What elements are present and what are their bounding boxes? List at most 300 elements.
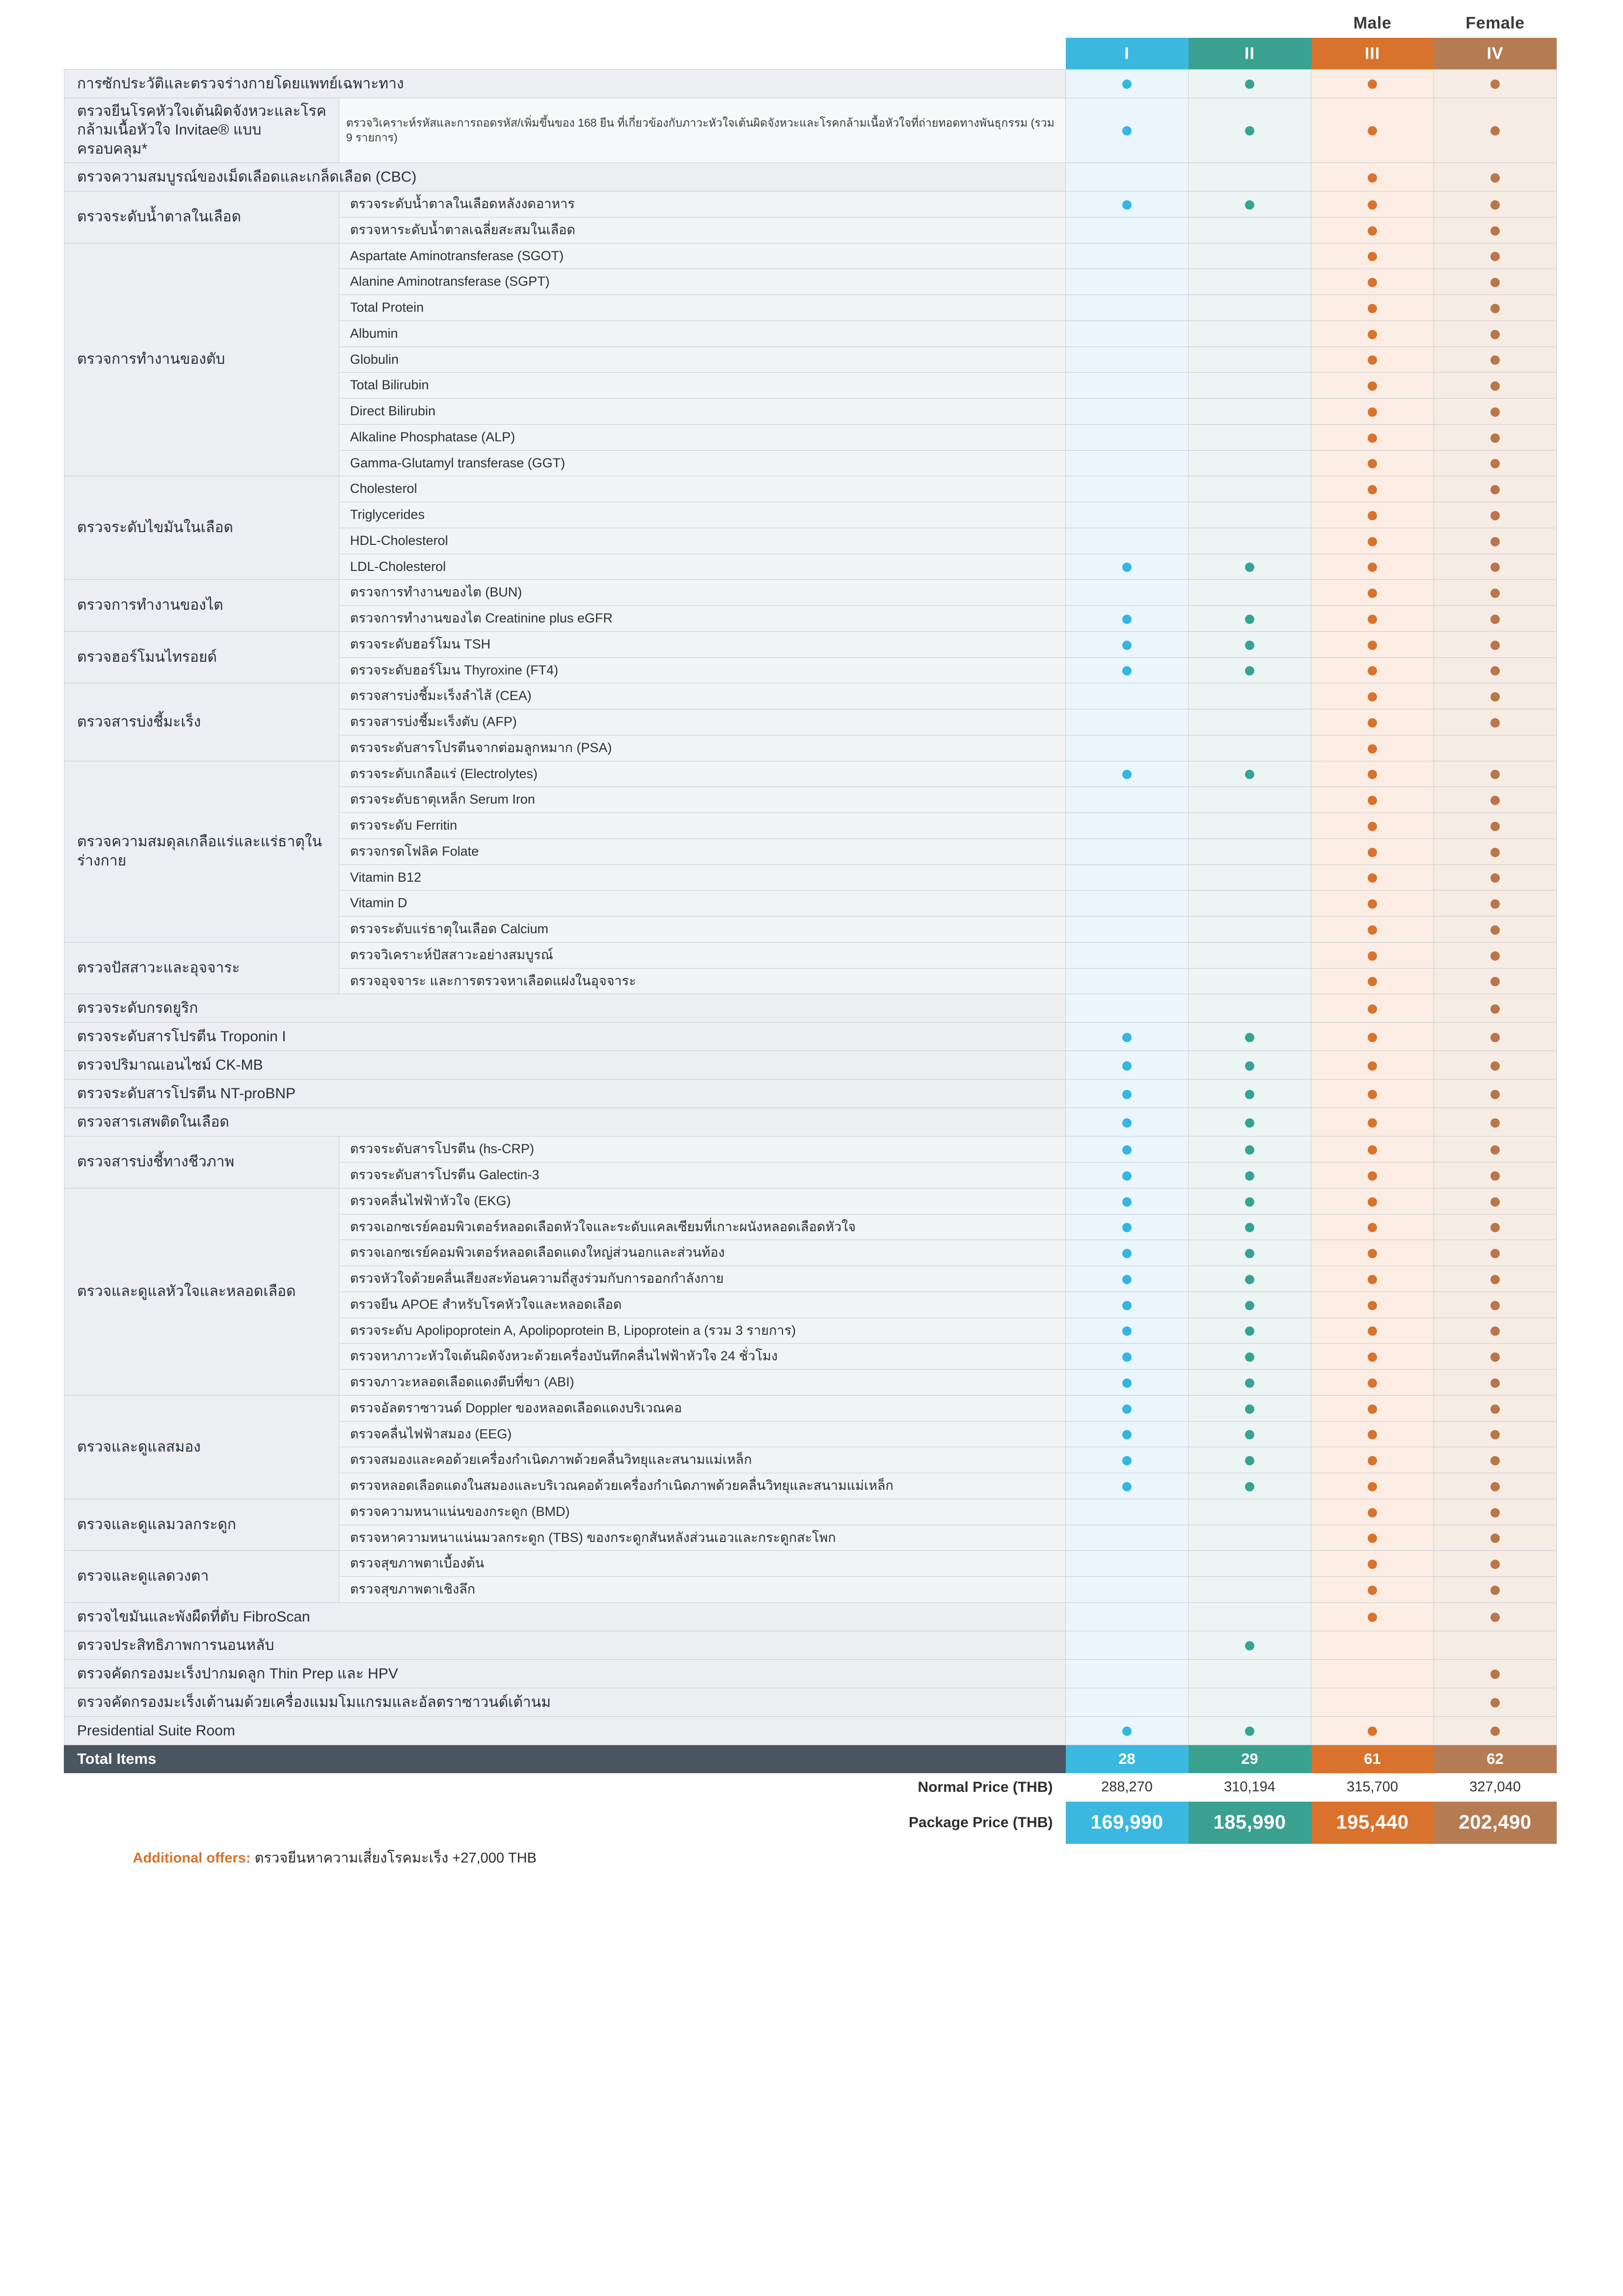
mark-cell [1311, 838, 1434, 864]
check-dot-icon [1368, 252, 1377, 261]
package-header-3[interactable]: III [1311, 38, 1434, 70]
check-dot-icon [1490, 1586, 1500, 1595]
mark-cell [1434, 968, 1557, 994]
check-dot-icon [1368, 1090, 1377, 1099]
package-header-4[interactable]: IV [1434, 38, 1557, 70]
table-row [64, 476, 1557, 502]
check-dot-icon [1490, 1249, 1500, 1258]
check-dot-icon [1368, 200, 1377, 210]
row-item-label: ตรวจหาระดับน้ำตาลเฉลี่ยสะสมในเลือด [339, 217, 1066, 243]
check-dot-icon [1490, 873, 1500, 883]
check-dot-icon [1368, 1482, 1377, 1491]
total-items-4: 62 [1434, 1745, 1557, 1773]
mark-cell [1066, 424, 1189, 450]
check-dot-icon [1122, 1249, 1132, 1258]
mark-cell [1066, 1395, 1189, 1421]
row-group-label: ตรวจการทำงานของไต [64, 580, 339, 632]
normal-price-label: Normal Price (THB) [64, 1773, 1066, 1802]
mark-cell [1189, 1370, 1311, 1396]
mark-cell [1189, 1188, 1311, 1214]
mark-cell [1434, 1292, 1557, 1318]
header-spacer-3 [1066, 14, 1189, 38]
mark-cell [1434, 1266, 1557, 1292]
check-dot-icon [1245, 1275, 1254, 1284]
check-dot-icon [1490, 796, 1500, 805]
mark-cell [1434, 942, 1557, 968]
mark-cell [1189, 683, 1311, 709]
check-dot-icon [1245, 641, 1254, 650]
total-items-row [64, 1745, 1557, 1773]
mark-cell [1066, 1716, 1189, 1745]
check-dot-icon [1368, 304, 1377, 313]
check-dot-icon [1245, 666, 1254, 675]
check-dot-icon [1122, 1482, 1132, 1491]
check-dot-icon [1490, 485, 1500, 494]
check-dot-icon [1490, 951, 1500, 961]
row-item-label: ตรวจสารบ่งชี้มะเร็งลำไส้ (CEA) [339, 683, 1066, 709]
check-dot-icon [1245, 1727, 1254, 1736]
row-item-label: ตรวจระดับเกลือแร่ (Electrolytes) [339, 761, 1066, 787]
check-dot-icon [1490, 173, 1500, 183]
mark-cell [1189, 917, 1311, 943]
mark-cell [1311, 269, 1434, 295]
row-item-label: ตรวจภาวะหลอดเลือดแดงตีบที่ขา (ABI) [339, 1370, 1066, 1396]
table-row [64, 631, 1557, 657]
check-dot-icon [1122, 666, 1132, 675]
check-dot-icon [1490, 1430, 1500, 1439]
mark-cell [1066, 891, 1189, 917]
mark-cell [1434, 1080, 1557, 1108]
mark-cell [1311, 217, 1434, 243]
mark-cell [1189, 269, 1311, 295]
normal-price-row [64, 1773, 1557, 1802]
mark-cell [1189, 787, 1311, 813]
check-dot-icon [1490, 925, 1500, 935]
check-dot-icon [1490, 1118, 1500, 1128]
mark-cell [1311, 580, 1434, 606]
mark-cell [1434, 243, 1557, 269]
mark-cell [1311, 1136, 1434, 1162]
check-dot-icon [1368, 977, 1377, 986]
mark-cell [1311, 1162, 1434, 1189]
mark-cell [1066, 1344, 1189, 1370]
mark-cell [1311, 1108, 1434, 1136]
check-dot-icon [1368, 1326, 1377, 1336]
check-dot-icon [1368, 1430, 1377, 1439]
mark-cell [1189, 1318, 1311, 1344]
mark-cell [1311, 98, 1434, 163]
check-dot-icon [1490, 1534, 1500, 1543]
mark-cell [1189, 942, 1311, 968]
mark-cell [1189, 1499, 1311, 1525]
mark-cell [1434, 554, 1557, 580]
row-item-label: Cholesterol [339, 476, 1066, 502]
table-row [64, 1188, 1557, 1214]
mark-cell [1189, 761, 1311, 787]
check-dot-icon [1245, 1171, 1254, 1181]
mark-cell [1311, 1188, 1434, 1214]
mark-cell [1066, 476, 1189, 502]
mark-cell [1434, 347, 1557, 373]
row-label: ตรวจคัดกรองมะเร็งเต้านมด้วยเครื่องแมมโมแกรมและอัลตราซาวนด์เต้านม [64, 1688, 1066, 1716]
mark-cell [1066, 1499, 1189, 1525]
check-dot-icon [1245, 1033, 1254, 1042]
mark-cell [1066, 321, 1189, 347]
mark-cell [1311, 1659, 1434, 1688]
mark-cell [1189, 399, 1311, 425]
row-note: ตรวจวิเคราะห์รหัสและการถอดรหัส/เพิ่มขึ้นของ 168 ยีน ที่เกี่ยวข้องกับภาวะหัวใจเต้นผิดจังหวะและโรคกล้ามเนื้อหัวใจที่ถ่ายทอดทางพันธุกรรม (รวม 9 รายการ) [339, 98, 1066, 163]
mark-cell [1066, 163, 1189, 191]
mark-cell [1311, 1499, 1434, 1525]
check-dot-icon [1368, 1171, 1377, 1181]
mark-cell [1066, 1292, 1189, 1318]
check-dot-icon [1122, 1061, 1132, 1071]
mark-cell [1311, 1344, 1434, 1370]
check-dot-icon [1368, 615, 1377, 624]
mark-cell [1434, 1447, 1557, 1473]
check-dot-icon [1368, 1301, 1377, 1310]
mark-cell [1434, 1688, 1557, 1716]
check-dot-icon [1122, 1275, 1132, 1284]
mark-cell [1434, 450, 1557, 476]
mark-cell [1311, 1716, 1434, 1745]
mark-cell [1434, 1716, 1557, 1745]
check-dot-icon [1368, 666, 1377, 675]
mark-cell [1066, 217, 1189, 243]
mark-cell [1066, 1659, 1189, 1688]
mark-cell [1311, 1551, 1434, 1577]
check-dot-icon [1490, 126, 1500, 135]
mark-cell [1189, 838, 1311, 864]
check-dot-icon [1490, 1145, 1500, 1155]
package-header-2[interactable]: II [1189, 38, 1311, 70]
row-group-label: ตรวจและดูแลหัวใจและหลอดเลือด [64, 1188, 339, 1395]
mark-cell [1066, 1108, 1189, 1136]
row-item-label: ตรวจสมองและคอด้วยเครื่องกำเนิดภาพด้วยคลื่นวิทยุและสนามแม่เหล็ก [339, 1447, 1066, 1473]
mark-cell [1311, 1525, 1434, 1551]
table-row [64, 98, 1557, 163]
check-dot-icon [1490, 407, 1500, 417]
mark-cell [1066, 1421, 1189, 1447]
mark-cell [1434, 1051, 1557, 1080]
check-dot-icon [1368, 899, 1377, 909]
check-dot-icon [1490, 1090, 1500, 1099]
mark-cell [1311, 761, 1434, 787]
check-dot-icon [1490, 1405, 1500, 1414]
mark-cell [1066, 942, 1189, 968]
check-dot-icon [1490, 1508, 1500, 1517]
mark-cell [1434, 321, 1557, 347]
row-group-label: ตรวจและดูแลสมอง [64, 1395, 339, 1499]
row-item-label: ตรวจคลื่นไฟฟ้าหัวใจ (EKG) [339, 1188, 1066, 1214]
mark-cell [1066, 864, 1189, 891]
row-group-label: ตรวจและดูแลดวงตา [64, 1551, 339, 1603]
mark-cell [1311, 399, 1434, 425]
mark-cell [1066, 631, 1189, 657]
check-dot-icon [1490, 1004, 1500, 1014]
mark-cell [1189, 321, 1311, 347]
mark-cell [1311, 968, 1434, 994]
check-dot-icon [1368, 563, 1377, 572]
mark-cell [1311, 1214, 1434, 1240]
check-dot-icon [1490, 1061, 1500, 1071]
header-spacer-5 [64, 38, 339, 70]
mark-cell [1434, 580, 1557, 606]
row-item-label: ตรวจระดับสารโปรตีนจากต่อมลูกหมาก (PSA) [339, 735, 1066, 761]
check-dot-icon [1368, 1352, 1377, 1362]
mark-cell [1189, 528, 1311, 554]
check-dot-icon [1368, 1061, 1377, 1071]
table-footer [64, 1745, 1557, 1871]
mark-cell [1066, 580, 1189, 606]
check-dot-icon [1122, 1405, 1132, 1414]
header-spacer [64, 14, 339, 38]
table-row [64, 1080, 1557, 1108]
mark-cell [1066, 191, 1189, 217]
mark-cell [1189, 580, 1311, 606]
row-label: ตรวจไขมันและพังผืดที่ตับ FibroScan [64, 1602, 1066, 1631]
mark-cell [1066, 787, 1189, 813]
check-dot-icon [1490, 1197, 1500, 1207]
row-label: Presidential Suite Room [64, 1716, 1066, 1745]
row-item-label: ตรวจระดับฮอร์โมน Thyroxine (FT4) [339, 657, 1066, 683]
check-dot-icon [1490, 1352, 1500, 1362]
check-dot-icon [1490, 1326, 1500, 1336]
check-dot-icon [1245, 1430, 1254, 1439]
mark-cell [1311, 295, 1434, 321]
check-dot-icon [1368, 1613, 1377, 1622]
mark-cell [1434, 1136, 1557, 1162]
mark-cell [1311, 70, 1434, 98]
check-dot-icon [1368, 1405, 1377, 1414]
mark-cell [1434, 1659, 1557, 1688]
mark-cell [1434, 1023, 1557, 1051]
row-item-label: LDL-Cholesterol [339, 554, 1066, 580]
mark-cell [1189, 1214, 1311, 1240]
mark-cell [1066, 1631, 1189, 1659]
mark-cell [1311, 864, 1434, 891]
additional-offers-cell [64, 1844, 1557, 1871]
row-item-label: ตรวจหาความหนาแน่นมวลกระดูก (TBS) ของกระดูกสันหลังส่วนเอวและกระดูกสะโพก [339, 1525, 1066, 1551]
mark-cell [1311, 1631, 1434, 1659]
mark-cell [1434, 1499, 1557, 1525]
check-dot-icon [1368, 770, 1377, 779]
check-dot-icon [1490, 1223, 1500, 1232]
check-dot-icon [1245, 1456, 1254, 1465]
mark-cell [1066, 1266, 1189, 1292]
row-item-label: Total Bilirubin [339, 373, 1066, 399]
row-group-label: ตรวจยีนโรคหัวใจเต้นผิดจังหวะและโรคกล้ามเนื้อหัวใจ Invitae® แบบครอบคลุม* [64, 98, 339, 163]
sex-header-row [64, 14, 1557, 38]
row-item-label: Direct Bilirubin [339, 399, 1066, 425]
check-dot-icon [1368, 1727, 1377, 1736]
mark-cell [1189, 606, 1311, 632]
table-row [64, 994, 1557, 1023]
mark-cell [1066, 761, 1189, 787]
mark-cell [1434, 476, 1557, 502]
mark-cell [1066, 70, 1189, 98]
mark-cell [1311, 891, 1434, 917]
mark-cell [1434, 917, 1557, 943]
check-dot-icon [1490, 692, 1500, 702]
mark-cell [1066, 735, 1189, 761]
check-dot-icon [1245, 1482, 1254, 1491]
check-dot-icon [1368, 1378, 1377, 1388]
row-item-label: ตรวจระดับ Apolipoprotein A, Apolipoprotein B, Lipoprotein a (รวม 3 รายการ) [339, 1318, 1066, 1344]
row-item-label: Vitamin B12 [339, 864, 1066, 891]
mark-cell [1311, 191, 1434, 217]
mark-cell [1311, 735, 1434, 761]
row-item-label: ตรวจระดับสารโปรตีน (hs-CRP) [339, 1136, 1066, 1162]
table-row [64, 1499, 1557, 1525]
row-item-label: ตรวจระดับสารโปรตีน Galectin-3 [339, 1162, 1066, 1189]
mark-cell [1311, 1080, 1434, 1108]
row-item-label: ตรวจเอกซเรย์คอมพิวเตอร์หลอดเลือดหัวใจและระดับแคลเซียมที่เกาะผนังหลอดเลือดหัวใจ [339, 1214, 1066, 1240]
check-dot-icon [1245, 1405, 1254, 1414]
mark-cell [1189, 1577, 1311, 1603]
check-dot-icon [1122, 1430, 1132, 1439]
check-dot-icon [1490, 200, 1500, 210]
mark-cell [1189, 1602, 1311, 1631]
table-row [64, 1023, 1557, 1051]
check-dot-icon [1245, 1090, 1254, 1099]
check-dot-icon [1368, 848, 1377, 857]
table-row [64, 1659, 1557, 1688]
mark-cell [1066, 1473, 1189, 1499]
mark-cell [1189, 450, 1311, 476]
row-label: ตรวจระดับสารโปรตีน NT-proBNP [64, 1080, 1066, 1108]
mark-cell [1066, 917, 1189, 943]
check-dot-icon [1490, 1670, 1500, 1679]
mark-cell [1189, 968, 1311, 994]
row-group-label: ตรวจสารบ่งชี้มะเร็ง [64, 683, 339, 761]
check-dot-icon [1490, 330, 1500, 339]
row-item-label: Vitamin D [339, 891, 1066, 917]
mark-cell [1189, 1162, 1311, 1189]
mark-cell [1434, 1370, 1557, 1396]
mark-cell [1189, 1659, 1311, 1688]
mark-cell [1311, 917, 1434, 943]
mark-cell [1434, 813, 1557, 839]
normal-price-3: 315,700 [1311, 1773, 1434, 1802]
table-row [64, 1395, 1557, 1421]
mark-cell [1189, 163, 1311, 191]
normal-price-1: 288,270 [1066, 1773, 1189, 1802]
row-label: ตรวจระดับกรดยูริก [64, 994, 1066, 1023]
mark-cell [1311, 373, 1434, 399]
mark-cell [1311, 1051, 1434, 1080]
row-item-label: Gamma-Glutamyl transferase (GGT) [339, 450, 1066, 476]
mark-cell [1434, 761, 1557, 787]
check-dot-icon [1490, 304, 1500, 313]
mark-cell [1066, 399, 1189, 425]
mark-cell [1066, 1551, 1189, 1577]
row-item-label: ตรวจอัลตราซาวนด์ Doppler ของหลอดเลือดแดงบริเวณคอ [339, 1395, 1066, 1421]
mark-cell [1434, 163, 1557, 191]
mark-cell [1434, 1551, 1557, 1577]
mark-cell [1066, 1370, 1189, 1396]
mark-cell [1311, 347, 1434, 373]
row-item-label: ตรวจวิเคราะห์ปัสสาวะอย่างสมบูรณ์ [339, 942, 1066, 968]
check-dot-icon [1245, 563, 1254, 572]
check-dot-icon [1122, 615, 1132, 624]
check-dot-icon [1122, 770, 1132, 779]
row-item-label: HDL-Cholesterol [339, 528, 1066, 554]
mark-cell [1066, 1080, 1189, 1108]
table-row [64, 1631, 1557, 1659]
mark-cell [1311, 1023, 1434, 1051]
check-dot-icon [1490, 1482, 1500, 1491]
mark-cell [1311, 476, 1434, 502]
header-spacer-6 [339, 38, 1066, 70]
package-price-row [64, 1802, 1557, 1844]
check-dot-icon [1245, 615, 1254, 624]
mark-cell [1189, 1344, 1311, 1370]
mark-cell [1434, 98, 1557, 163]
mark-cell [1311, 657, 1434, 683]
check-dot-icon [1368, 381, 1377, 391]
row-group-label: ตรวจความสมดุลเกลือแร่และแร่ธาตุในร่างกาย [64, 761, 339, 942]
mark-cell [1434, 70, 1557, 98]
mark-cell [1434, 1577, 1557, 1603]
check-dot-icon [1368, 873, 1377, 883]
check-dot-icon [1490, 433, 1500, 443]
table-row [64, 70, 1557, 98]
mark-cell [1066, 502, 1189, 528]
mark-cell [1434, 838, 1557, 864]
mark-cell [1434, 424, 1557, 450]
mark-cell [1066, 813, 1189, 839]
row-item-label: Triglycerides [339, 502, 1066, 528]
mark-cell [1434, 1108, 1557, 1136]
mark-cell [1311, 502, 1434, 528]
mark-cell [1434, 1525, 1557, 1551]
mark-cell [1189, 735, 1311, 761]
mark-cell [1189, 1473, 1311, 1499]
check-dot-icon [1490, 1275, 1500, 1284]
package-header-1[interactable]: I [1066, 38, 1189, 70]
mark-cell [1189, 994, 1311, 1023]
row-group-label: ตรวจฮอร์โมนไทรอยด์ [64, 631, 339, 683]
check-dot-icon [1368, 951, 1377, 961]
check-dot-icon [1490, 1171, 1500, 1181]
check-dot-icon [1122, 1090, 1132, 1099]
male-header: Male [1353, 14, 1392, 32]
row-item-label: ตรวจสารบ่งชี้มะเร็งตับ (AFP) [339, 709, 1066, 735]
mark-cell [1066, 1023, 1189, 1051]
row-item-label: ตรวจระดับน้ำตาลในเลือดหลังงดอาหาร [339, 191, 1066, 217]
check-dot-icon [1490, 511, 1500, 520]
mark-cell [1066, 1525, 1189, 1551]
check-dot-icon [1245, 1197, 1254, 1207]
row-label: ตรวจคัดกรองมะเร็งปากมดลูก Thin Prep และ HPV [64, 1659, 1066, 1688]
check-dot-icon [1122, 1197, 1132, 1207]
mark-cell [1311, 1395, 1434, 1421]
mark-cell [1189, 1716, 1311, 1745]
mark-cell [1434, 864, 1557, 891]
mark-cell [1066, 1162, 1189, 1189]
mark-cell [1066, 269, 1189, 295]
row-item-label: ตรวจเอกซเรย์คอมพิวเตอร์หลอดเลือดแดงใหญ่ส่วนอกและส่วนท้อง [339, 1240, 1066, 1266]
mark-cell [1066, 450, 1189, 476]
row-item-label: ตรวจสุขภาพตาเชิงลึก [339, 1577, 1066, 1603]
check-dot-icon [1245, 200, 1254, 210]
mark-cell [1189, 657, 1311, 683]
check-dot-icon [1490, 80, 1500, 89]
check-dot-icon [1245, 1118, 1254, 1128]
mark-cell [1066, 373, 1189, 399]
row-item-label: ตรวจความหนาแน่นของกระดูก (BMD) [339, 1499, 1066, 1525]
